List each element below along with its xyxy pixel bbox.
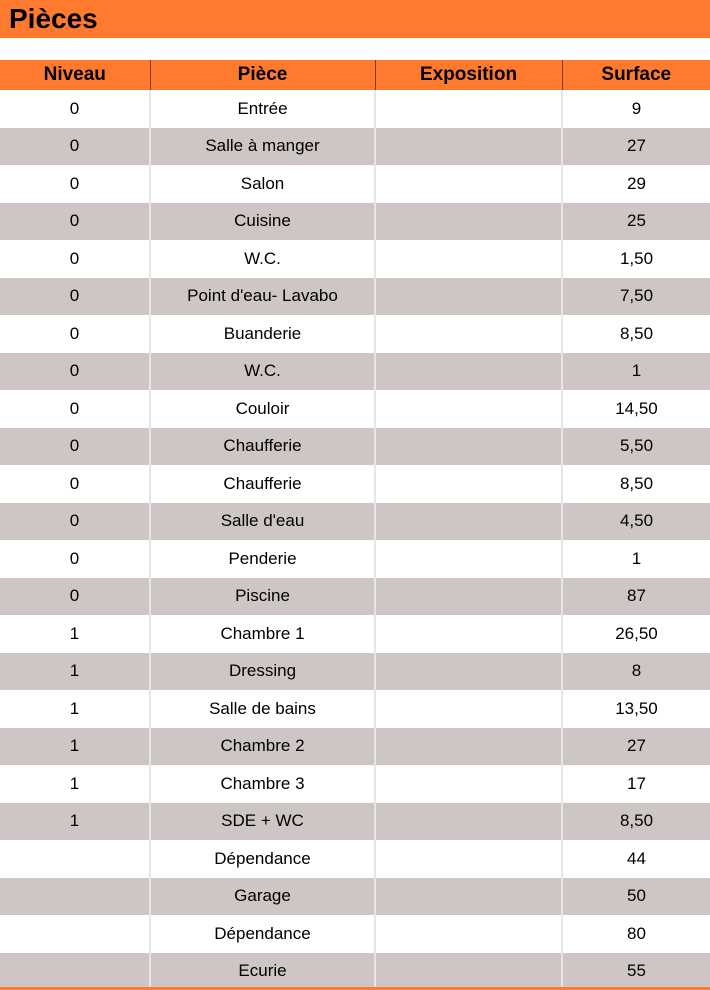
cell-exposition xyxy=(375,840,562,878)
cell-surface: 26,50 xyxy=(562,615,710,653)
cell-surface: 8,50 xyxy=(562,315,710,353)
cell-niveau: 1 xyxy=(69,623,80,643)
cell-surface: 27 xyxy=(562,128,710,166)
cell-niveau: 1 xyxy=(69,811,80,831)
cell-exposition xyxy=(375,353,562,391)
cell-surface: 5,50 xyxy=(562,428,710,466)
cell-piece: Buanderie xyxy=(150,315,375,353)
cell-niveau: 1 xyxy=(69,698,80,718)
cell-piece: W.C. xyxy=(150,240,375,278)
cell-piece: Chaufferie xyxy=(150,428,375,466)
cell-niveau: 0 xyxy=(69,211,80,231)
cell-piece: Penderie xyxy=(150,540,375,578)
table-row xyxy=(0,503,710,541)
cell-niveau: 1 xyxy=(69,661,80,681)
cell-piece: W.C. xyxy=(150,353,375,391)
header-surface: Surface xyxy=(562,60,710,90)
cell-piece: Dépendance xyxy=(150,840,375,878)
table-row xyxy=(0,803,710,841)
cell-exposition xyxy=(375,315,562,353)
cell-niveau: 0 xyxy=(69,586,80,606)
cell-exposition xyxy=(375,390,562,428)
cell-exposition xyxy=(375,690,562,728)
table-row xyxy=(0,878,710,916)
cell-piece: Dressing xyxy=(150,653,375,691)
table-row xyxy=(0,465,710,503)
table-row xyxy=(0,653,710,691)
cell-exposition xyxy=(375,728,562,766)
cell-exposition xyxy=(375,953,562,990)
header-niveau: Niveau xyxy=(43,64,106,85)
table-row xyxy=(0,540,710,578)
cell-surface: 1 xyxy=(562,353,710,391)
header-piece: Pièce xyxy=(150,60,375,90)
cell-niveau: 0 xyxy=(69,136,80,156)
cell-niveau xyxy=(0,953,150,990)
cell-surface: 9 xyxy=(562,90,710,128)
cell-surface: 1 xyxy=(562,540,710,578)
cell-exposition xyxy=(375,203,562,241)
cell-niveau: 0 xyxy=(69,398,80,418)
table-row xyxy=(0,578,710,616)
cell-niveau: 0 xyxy=(69,323,80,343)
cell-piece: Cuisine xyxy=(150,203,375,241)
cell-niveau: 0 xyxy=(69,98,80,118)
table-row xyxy=(0,690,710,728)
table-header-row xyxy=(0,60,710,90)
cell-niveau: 0 xyxy=(69,548,80,568)
cell-surface: 7,50 xyxy=(562,278,710,316)
table-row xyxy=(0,353,710,391)
cell-piece: SDE + WC xyxy=(150,803,375,841)
cell-surface: 13,50 xyxy=(562,690,710,728)
cell-niveau: 0 xyxy=(69,473,80,493)
cell-piece: Entrée xyxy=(150,90,375,128)
cell-surface: 50 xyxy=(562,878,710,916)
cell-piece: Couloir xyxy=(150,390,375,428)
cell-niveau: 0 xyxy=(69,286,80,306)
cell-surface: 8,50 xyxy=(562,465,710,503)
cell-surface: 8 xyxy=(562,653,710,691)
table-row xyxy=(0,915,710,953)
cell-exposition xyxy=(375,165,562,203)
cell-exposition xyxy=(375,540,562,578)
cell-piece: Piscine xyxy=(150,578,375,616)
table-body xyxy=(0,90,710,990)
table-row xyxy=(0,428,710,466)
cell-piece: Ecurie xyxy=(150,953,375,990)
table-row xyxy=(0,278,710,316)
cell-exposition xyxy=(375,615,562,653)
table-row xyxy=(0,840,710,878)
table-row xyxy=(0,165,710,203)
cell-niveau: 0 xyxy=(69,436,80,456)
cell-niveau: 1 xyxy=(69,736,80,756)
cell-piece: Salle à manger xyxy=(150,128,375,166)
cell-piece: Chaufferie xyxy=(150,465,375,503)
cell-surface: 55 xyxy=(562,953,710,990)
rooms-table xyxy=(0,60,710,990)
cell-surface: 17 xyxy=(562,765,710,803)
cell-exposition xyxy=(375,915,562,953)
cell-exposition xyxy=(375,90,562,128)
table-row xyxy=(0,953,710,990)
cell-piece: Salle d'eau xyxy=(150,503,375,541)
cell-surface: 8,50 xyxy=(562,803,710,841)
cell-exposition xyxy=(375,128,562,166)
cell-surface: 80 xyxy=(562,915,710,953)
cell-surface: 29 xyxy=(562,165,710,203)
cell-surface: 1,50 xyxy=(562,240,710,278)
table-row xyxy=(0,90,710,128)
cell-surface: 87 xyxy=(562,578,710,616)
cell-piece: Point d'eau- Lavabo xyxy=(150,278,375,316)
table-row xyxy=(0,615,710,653)
cell-niveau xyxy=(0,840,150,878)
cell-piece: Dépendance xyxy=(150,915,375,953)
table-row xyxy=(0,240,710,278)
cell-piece: Garage xyxy=(150,878,375,916)
cell-niveau: 0 xyxy=(69,361,80,381)
table-row xyxy=(0,728,710,766)
title-bar xyxy=(0,0,710,38)
cell-surface: 14,50 xyxy=(562,390,710,428)
cell-niveau: 1 xyxy=(69,773,80,793)
cell-surface: 4,50 xyxy=(562,503,710,541)
cell-niveau: 0 xyxy=(69,511,80,531)
cell-exposition xyxy=(375,578,562,616)
cell-piece: Salle de bains xyxy=(150,690,375,728)
cell-exposition xyxy=(375,803,562,841)
cell-surface: 44 xyxy=(562,840,710,878)
cell-niveau: 0 xyxy=(69,173,80,193)
cell-exposition xyxy=(375,428,562,466)
table-row xyxy=(0,765,710,803)
cell-exposition xyxy=(375,240,562,278)
cell-piece: Salon xyxy=(150,165,375,203)
cell-exposition xyxy=(375,878,562,916)
cell-niveau xyxy=(0,878,150,916)
cell-niveau: 0 xyxy=(69,248,80,268)
cell-exposition xyxy=(375,465,562,503)
cell-surface: 27 xyxy=(562,728,710,766)
cell-piece: Chambre 2 xyxy=(150,728,375,766)
cell-niveau xyxy=(0,915,150,953)
cell-exposition xyxy=(375,503,562,541)
cell-piece: Chambre 1 xyxy=(150,615,375,653)
cell-exposition xyxy=(375,653,562,691)
cell-surface: 25 xyxy=(562,203,710,241)
cell-piece: Chambre 3 xyxy=(150,765,375,803)
table-row xyxy=(0,390,710,428)
header-exposition: Exposition xyxy=(375,60,562,90)
cell-exposition xyxy=(375,765,562,803)
page-title: Pièces xyxy=(9,3,98,34)
table-row xyxy=(0,315,710,353)
table-row xyxy=(0,128,710,166)
cell-exposition xyxy=(375,278,562,316)
table-row xyxy=(0,203,710,241)
